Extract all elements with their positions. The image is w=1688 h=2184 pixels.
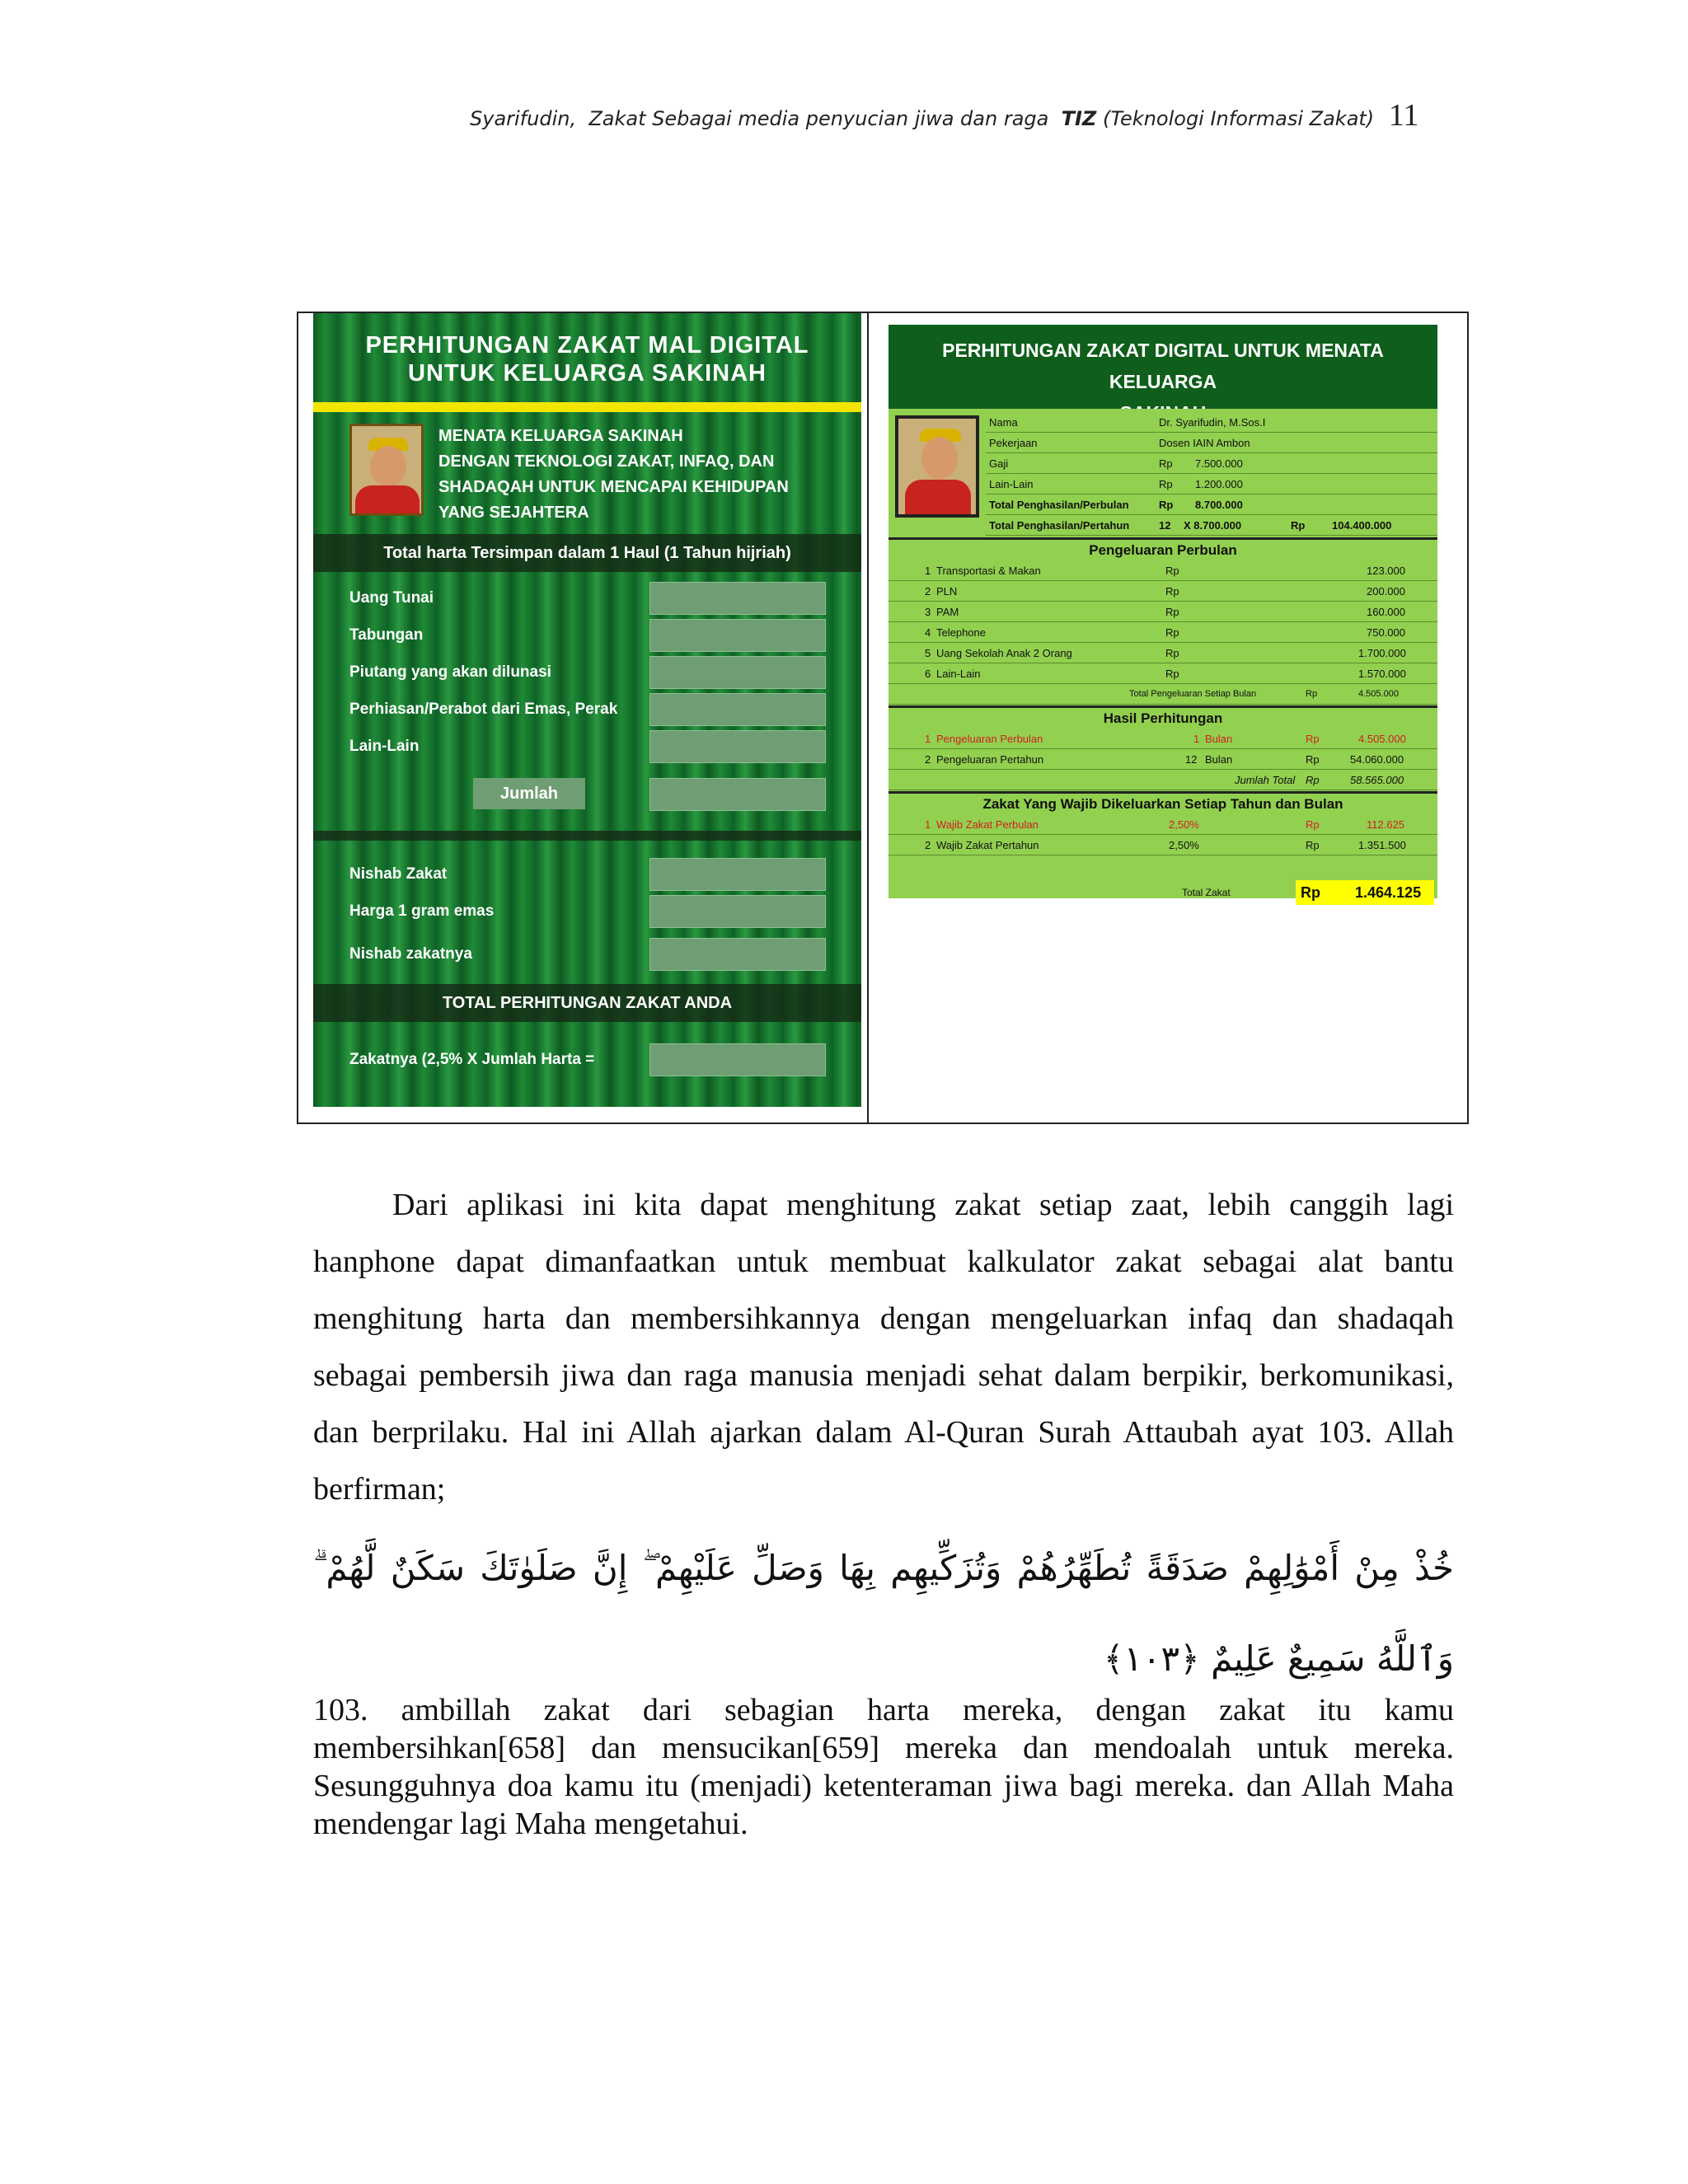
running-header bbox=[470, 97, 1459, 134]
zakat-row: 2 Wajib Zakat Pertahun 2,50% Rp 1.351.500 bbox=[889, 835, 1437, 855]
calculator-title bbox=[313, 331, 861, 387]
result-row: 2 Pengeluaran Pertahun 12 Bulan Rp 54.060.000 bbox=[889, 749, 1437, 770]
field-label-harga-emas: Harga 1 gram emas bbox=[349, 902, 495, 920]
zakat-row: 1 Wajib Zakat Perbulan 2,50% Rp 112.625 bbox=[889, 814, 1437, 835]
calculator-heading bbox=[438, 424, 851, 526]
expense-row: 1 Transportasi & Makan Rp 123.000 bbox=[889, 560, 1437, 581]
header-author: Syarifudin, bbox=[470, 107, 577, 130]
profile-row: Total Penghasilan/Perbulan Rp 8.700.000 bbox=[986, 494, 1437, 515]
expense-row: 6 Lain-Lain Rp 1.570.000 bbox=[889, 663, 1437, 684]
field-label-nishab-zakatnya: Nishab zakatnya bbox=[349, 945, 472, 963]
expense-row: 3 PAM Rp 160.000 bbox=[889, 602, 1437, 622]
zakat-mal-calculator-panel bbox=[313, 313, 861, 1107]
heading-line: SHADAQAH UNTUK MENCAPAI KEHIDUPAN bbox=[438, 478, 789, 496]
tabungan-input[interactable] bbox=[649, 619, 826, 652]
jumlah-total-row: Jumlah Total Rp 58.565.000 bbox=[889, 770, 1437, 790]
total-zakat-label: Total Zakat bbox=[1182, 887, 1231, 898]
profile-row: Gaji Rp 7.500.000 bbox=[986, 453, 1437, 474]
page-number: 11 bbox=[1388, 98, 1419, 133]
jumlah-button[interactable]: Jumlah bbox=[473, 778, 585, 809]
lain-lain-input[interactable] bbox=[649, 730, 826, 763]
piutang-input[interactable] bbox=[649, 656, 826, 689]
spreadsheet-title-line1: PERHITUNGAN ZAKAT DIGITAL UNTUK MENATA KELUARGA bbox=[942, 340, 1384, 392]
total-zakat-row bbox=[1157, 880, 1434, 905]
jumlah-output[interactable] bbox=[649, 778, 826, 811]
profile-row: Total Penghasilan/Pertahun 12 X 8.700.000 Rp 104.400.000 bbox=[986, 515, 1437, 536]
nishab-zakat-input[interactable] bbox=[649, 858, 826, 891]
author-photo bbox=[895, 415, 979, 518]
haul-band: Total harta Tersimpan dalam 1 Haul (1 Tahun hijriah) bbox=[313, 534, 861, 572]
expense-total-row: Total Pengeluaran Setiap Bulan Rp 4.505.000 bbox=[889, 684, 1437, 705]
header-title: Zakat Sebagai media penyucian jiwa dan raga bbox=[588, 107, 1049, 130]
section-pengeluaran: Pengeluaran Perbulan bbox=[889, 537, 1437, 559]
heading-line: MENATA KELUARGA SAKINAH bbox=[438, 427, 683, 445]
expense-row: 2 PLN Rp 200.000 bbox=[889, 581, 1437, 602]
calculator-title-line1: PERHITUNGAN ZAKAT MAL DIGITAL bbox=[365, 332, 809, 359]
figure-divider bbox=[867, 313, 869, 1122]
section-zakat-wajib: Zakat Yang Wajib Dikeluarkan Setiap Tahun dan Bulan bbox=[889, 791, 1437, 813]
field-label-perhiasan: Perhiasan/Perabot dari Emas, Perak bbox=[349, 701, 618, 718]
quran-verse: خُذْ مِنْ أَمْوَٰلِهِمْ صَدَقَةً تُطَهِّرُهُمْ وَتُزَكِّيهِم بِهَا وَصَلِّ عَلَيْهِمْ ۖ إِنَّ صَلَوٰتَكَ سَكَنٌ لَّهُمْ ۗ وَٱللَّهُ سَمِيعٌ عَلِيمٌ ﴿١٠٣﴾ bbox=[313, 1548, 1454, 1679]
field-label-nishab-zakat: Nishab Zakat bbox=[349, 865, 448, 883]
uang-tunai-input[interactable] bbox=[649, 582, 826, 615]
zakatnya-output[interactable] bbox=[649, 1043, 826, 1076]
section-separator bbox=[313, 831, 861, 841]
header-abbr: TIZ bbox=[1061, 107, 1097, 130]
heading-line: YANG SEJAHTERA bbox=[438, 504, 589, 522]
profile-row: Nama Dr. Syarifudin, M.Sos.I bbox=[986, 412, 1437, 433]
body-paragraph bbox=[313, 1177, 1454, 1518]
field-label-uang-tunai: Uang Tunai bbox=[349, 589, 434, 607]
total-band: TOTAL PERHITUNGAN ZAKAT ANDA bbox=[313, 984, 861, 1022]
header-expansion: (Teknologi Informasi Zakat) bbox=[1102, 107, 1375, 130]
expense-row: 4 Telephone Rp 750.000 bbox=[889, 622, 1437, 643]
expense-row: 5 Uang Sekolah Anak 2 Orang Rp 1.700.000 bbox=[889, 643, 1437, 663]
body-paragraph-text: Dari aplikasi ini kita dapat menghitung zakat setiap zaat, lebih canggih lagi hanphone dapat dimanfaatkan untuk membuat kalkulator zakat sebagai alat bantu menghitung harta dan membersihkannya dengan mengeluarkan infaq dan shadaqah sebagai pembersih jiwa dan raga manusia menjadi sehat dalam berpikir, berkomunikasi, dan berprilaku. Hal ini Allah ajarkan dalam Al-Quran Surah Attaubah ayat 103. Allah berfirman; bbox=[313, 1188, 1454, 1507]
nishab-zakatnya-input[interactable] bbox=[649, 938, 826, 971]
heading-line: DENGAN TEKNOLOGI ZAKAT, INFAQ, DAN bbox=[438, 452, 775, 471]
field-label-piutang: Piutang yang akan dilunasi bbox=[349, 663, 551, 681]
profile-row: Lain-Lain Rp 1.200.000 bbox=[986, 474, 1437, 494]
harga-emas-input[interactable] bbox=[649, 895, 826, 928]
zakat-spreadsheet-panel bbox=[889, 325, 1437, 915]
profile-row: Pekerjaan Dosen IAIN Ambon bbox=[986, 433, 1437, 453]
author-photo bbox=[349, 424, 424, 516]
field-label-zakatnya: Zakatnya (2,5% X Jumlah Harta = bbox=[349, 1051, 595, 1068]
field-label-lain-lain: Lain-Lain bbox=[349, 738, 420, 755]
section-hasil: Hasil Perhitungan bbox=[889, 705, 1437, 727]
total-zakat-value-box: Rp 1.464.125 bbox=[1296, 880, 1434, 905]
perhiasan-input[interactable] bbox=[649, 693, 826, 726]
spreadsheet-title bbox=[889, 325, 1437, 409]
yellow-stripe bbox=[313, 402, 861, 412]
field-label-tabungan: Tabungan bbox=[349, 626, 424, 644]
calculator-title-line2: UNTUK KELUARGA SAKINAH bbox=[408, 360, 767, 387]
verse-translation: 103. ambillah zakat dari sebagian harta mereka, dengan zakat itu kamu membersihkan[658] dan mensucikan[659] mereka dan mendoalah untuk mereka. Sesungguhnya doa kamu itu (menjadi) ketenteraman jiwa bagi mereka. dan Allah Maha mendengar lagi Maha mengetahui. bbox=[313, 1693, 1454, 1841]
figure-box bbox=[297, 312, 1469, 1124]
result-row: 1 Pengeluaran Perbulan 1 Bulan Rp 4.505.000 bbox=[889, 729, 1437, 749]
